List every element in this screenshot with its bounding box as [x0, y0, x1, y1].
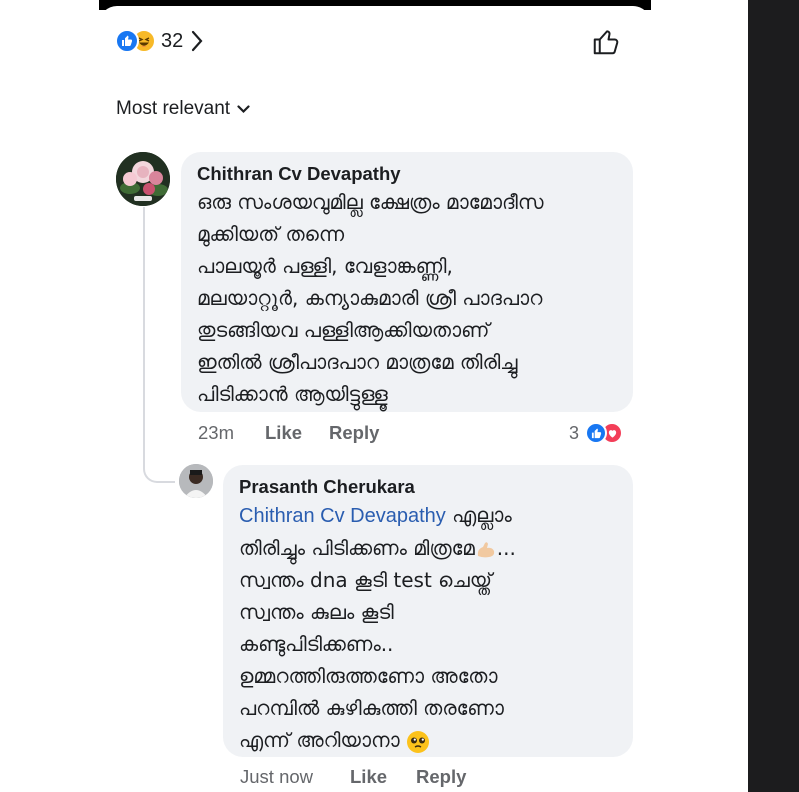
reply-button[interactable]: Reply — [416, 766, 467, 787]
thread-connector — [143, 207, 175, 483]
comment-text-line: ഉമ്മറത്തിരുത്തണോ അതോ — [239, 664, 498, 688]
comment-author[interactable]: Prasanth Cherukara — [239, 476, 415, 497]
comment-timestamp: 23m — [198, 422, 234, 443]
comment-text-line: മുക്കിയത് തന്നെ — [197, 222, 345, 246]
reply-bubble — [223, 465, 633, 757]
reactions-summary[interactable] — [115, 28, 203, 54]
avatar[interactable] — [179, 464, 213, 498]
comment-text-fragment: ... — [496, 536, 516, 560]
comment-text-fragment: എല്ലാം — [445, 503, 512, 527]
avatar[interactable] — [116, 152, 170, 206]
comment-text-line: പിടിക്കാൻ ആയിട്ടുള്ളൂ — [197, 382, 388, 406]
comment-text-line — [239, 499, 617, 532]
comment-text-line: സ്വന്തം കുലം കൂടി — [239, 600, 394, 624]
like-button[interactable]: Like — [265, 422, 303, 443]
comment-text-line — [239, 724, 617, 756]
chevron-down-icon — [237, 105, 250, 114]
comment-text-line: സ്വന്തം dna കൂടി test ചെയ്ത് — [239, 568, 492, 592]
left-background — [0, 0, 99, 792]
comments-sheet — [99, 0, 651, 792]
sort-label: Most relevant — [116, 98, 231, 119]
comment-text-line: ഒരു സംശയവുമില്ല ക്ഷേത്രം മാമോദീസ — [197, 190, 544, 214]
like-reaction-icon — [115, 29, 139, 53]
reactions-count: 32 — [161, 29, 184, 52]
pleading-face-emoji — [406, 730, 430, 754]
comment-reaction-count: 3 — [569, 422, 580, 443]
comment-timestamp: Just now — [240, 766, 314, 787]
thumbs-up-icon[interactable] — [591, 27, 621, 57]
comment-reactions[interactable] — [569, 422, 623, 444]
like-reaction-icon — [585, 422, 607, 444]
comment-text-fragment: തിരിച്ചും പിടിക്കണം മിത്രമേ — [239, 536, 475, 560]
mention-link[interactable]: Chithran Cv Devapathy — [239, 505, 446, 527]
comment-actions — [198, 422, 379, 444]
comment-text-line: തുടങ്ങിയവ പള്ളിആക്കിയതാണ് — [197, 318, 490, 342]
reply-button[interactable]: Reply — [329, 422, 380, 443]
like-button[interactable]: Like — [350, 766, 388, 787]
sort-dropdown[interactable] — [116, 98, 250, 120]
comment-bubble — [181, 152, 633, 412]
right-background — [748, 0, 799, 792]
comment-text-line: കണ്ടുപിടിക്കണം.. — [239, 632, 394, 656]
comment-text-line: ഇതിൽ ശ്രീപാദപാറ മാത്രമേ തിരിച്ചു — [197, 350, 518, 374]
flexed-biceps-emoji — [475, 539, 497, 561]
comment-text-fragment: എന്ന് അറിയാനാ — [239, 728, 407, 752]
comment-text-line: മലയാറ്റൂർ, കന്യാകുമാരി ശ്രീ പാദപാറ — [197, 286, 543, 310]
comment-author[interactable]: Chithran Cv Devapathy — [197, 163, 401, 184]
comment-text-line: പാലയൂർ പള്ളി, വേളാങ്കണ്ണി, — [197, 254, 453, 278]
comment-text-line: പറമ്പിൽ കുഴികുത്തി തരണോ — [239, 696, 504, 720]
chevron-right-icon — [191, 30, 203, 52]
comment-text-line — [239, 532, 617, 564]
comment-actions — [240, 766, 466, 788]
